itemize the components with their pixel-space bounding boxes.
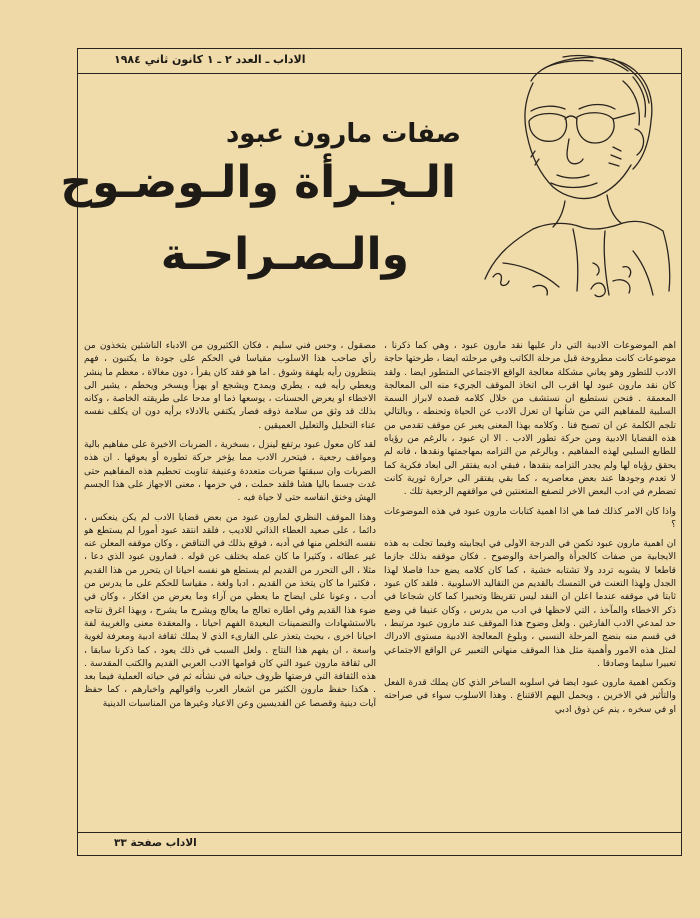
text-column-left <box>84 340 376 825</box>
article-title-line-1: الـجـرأة والـوضـوح <box>60 157 456 208</box>
paragraph: وهذا الموقف النظري لمارون عبود من بعض قضايا الادب لم يكن ينعكس ، دائما ، على صعيد العطاء الذاتي للاديب ، فلقد انتقد عبود أمورا لم يستطع هو نفسه التخلص منها في أدبه ، فوقع بذلك في التناقض ، وكان موقفه المعلن عنه غير عطائه ، وكثيرا ما كان عمله يختلف عن قوله . فمارون عبود الذي دعا ، مثلا ، الى التحرر من القديم لم يستطع هو نفسه احيانا ان يتحرر من هذا القديم ، فكثيرا ما كان يتخذ من القديم ، ادبا ولغة ، مقياسا للحكم على ما يدرس من أدب ، وعونا على ايضاح ما يعطي من آراء وما يعرض من افكار ، وكان في ضوء هذا القديم وفي اطاره تعالج ما يعالج ويشرح ما يشرح ، وبهذا اغرق نتاجه بالاستشهادات والتضمينات البعيدة الفهم احيانا ، والمعقدة معنى والغريبة لفة احيانا اخرى ، بحيث يتعذر على القارىء الذي لا يملك ثقافة ادبية ومعرفة لغوية واسعة ، ان يفهم هذا النتاج . ولعل السبب في ذلك يعود ، كما ذكرنا سابقا ، الى ثقافة مارون عبود التي كان قوامها الادب العربي القديم والكتب المقدسة . هذه الثقافة التي فرضتها ظروف حياته في نشأته ثم في حياته العملية فيما بعد . هكذا حفظ مارون الكثير من اشعار العرب واقوالهم واخبارهم ، كما حفظ آيات دينية وقصصا عن القديسين وعن الاعياد وغيرها من المناسبات الدينية <box>84 512 376 709</box>
article-kicker: صفات مارون عبود <box>225 119 461 149</box>
paragraph: لقد كان معول عبود يرتفع لينزل ، بسخرية ، الضربات الاخيرة على مفاهيم بالية ومواقف رجعية ، فيتحرر الادب مما يؤخر حركة تطوره أو يعوقها . ان هذه الضربات وان سبقتها ضربات متعددة وعنيفة تناوبت تحطيم هذه المفاهيم حتى غدت جسما باليا هشا فلقد حملت ، في حزمها ، معنى الاجهاز على هذا الجسم الهش وخنق انفاسه حتى لا حياة فيه . <box>84 440 376 504</box>
paragraph: اهم الموضوعات الادبية التي دار عليها نقد مارون عبود ، وهي كما ذكرنا ، موضوعات كانت مطروحة قبل مرحلة الكاتب وفي مرحلته ايضا ، طرحتها حاجة الادب للتطور وهو يعاني مشكلة معالجة الواقع الاجتماعي المتطور ايضا . ولقد كان نقد مارون عبود لها اقرب الى اتخاذ الموقف الجريء منه الى المعالجة المعمقة . فنحن نستطيع ان نستشف من خلال كلامه قصده لابراز السمة السلبية للمفاهيم التي من شأنها ان تعزل الادب عن الحياة وتحنطه ، وبالتالي تلجم الكلمة عن ان تصبح فنا . وكلامه بهذا المعنى يعبر عن موقف تقدمي من هذه القضايا الادبية ومن حركة تطور الادب . الا ان عبود ، بالرغم من رؤياه للطابع السلبي لهذه المفاهيم ، وبالرغم من التزامه بمهاجمتها ونقدها ، فانه لم يحقق رؤياه لها ولم يجدر التزامه بنقدها ، فبقي ادبه يفتقر الى ابعاد فكرية كما لا تعدم وجودها عند بعض معاصريه ، كما بقي يفتقر الى حرارة ثورية كانت تضطرم في ادب البعض الاخر لتصفع المتعنتين في مواقفهم الرجعية تلك . <box>384 341 676 498</box>
page-frame <box>60 48 682 856</box>
issue-line: الاداب ـ العدد ٢ ـ ١ كانون ثاني ١٩٨٤ <box>114 53 306 66</box>
text-column-right <box>384 340 676 825</box>
page-number-label: الاداب صفحة ٣٣ <box>114 837 197 849</box>
paragraph: مصقول ، وحس فني سليم ، فكان الكثيرون من الادباء الناشئين يتخذون من رأي صاحب هذا الاسلوب مقياسا في الحكم على جودة ما يكتبون ، فهم ينتظرون رأيه بلهفة وشوق . اما هو فقد كان يقرأ ، دون مغالاة ، معظم ما ينشر ويعطي رأيه فيه ، يطري ويمدح ويشجع او يهزأ ويسخر ويحطم ، يشير الى الاخطاء او يعرض الحسنات ، يوسعها ذما او مدحا على طريقته الخاصة ، وكانه بذلك قد وثق من سلامة ذوقه فصار يكتفي بالادلاء برأيه دون ان يكلف نفسه عناء التحليل والتعليل العميقين . <box>84 341 376 431</box>
paragraph: وتكمن اهمية مارون عبود ايضا في اسلوبه الساخر الذي كان يملك قدرة الفعل والتأثير في الاخرين ، ويحمل اليهم الاقتناع . وهذا الاسلوب سواء في صراحته او في سخره ، ينم عن ذوق ادبي <box>384 678 676 715</box>
footer-divider <box>78 832 681 833</box>
paragraph: واذا كان الامر كذلك فما هي اذا اهمية كتابات مارون عبود في هذه الموضوعات ؟ <box>384 506 676 530</box>
paragraph: ان اهمية مارون عبود تكمن في الدرجة الاولى في ايجابيته وفيما تجلت به هذه الايجابية من صفات كالجرأة والصراحة والوضوح . فكان موقفه بذلك جازما قاطعا لا يشوبه تردد ولا تشتابه خشية ، كما كان كلامه يضع حدا فاصلا لهذا الجدل ولهذا التعنت في التمسك بالقديم من التقاليد الاسلوبية . فلقد كان عبود ثابتا في موقفه عندما اعلن ان النقد ليس تقريظا وتحبيرا كما كان شجاعا في ذكر الاخطاء والمآخذ ، التي لاحظها في ادب من يدرس ، وكان عنيفا في وضع حد لمدعي الادب الفارغين . ولعل وضوح هذا الموقف عند مارون عبود مرتبط ، في قسم منه بنضج المرحلة النسبي ، وبلوغ المعالجة الادبية مستوى الادراك لمثل هذه الامور وأهمية مثل هذا الموقف منهاني التعبير عن الواقع الاجتماعي تعبيرا سليما وصادقا . <box>384 539 676 669</box>
portrait-sketch <box>473 51 673 309</box>
article-title-line-2: والـصـراحـة <box>160 229 409 280</box>
